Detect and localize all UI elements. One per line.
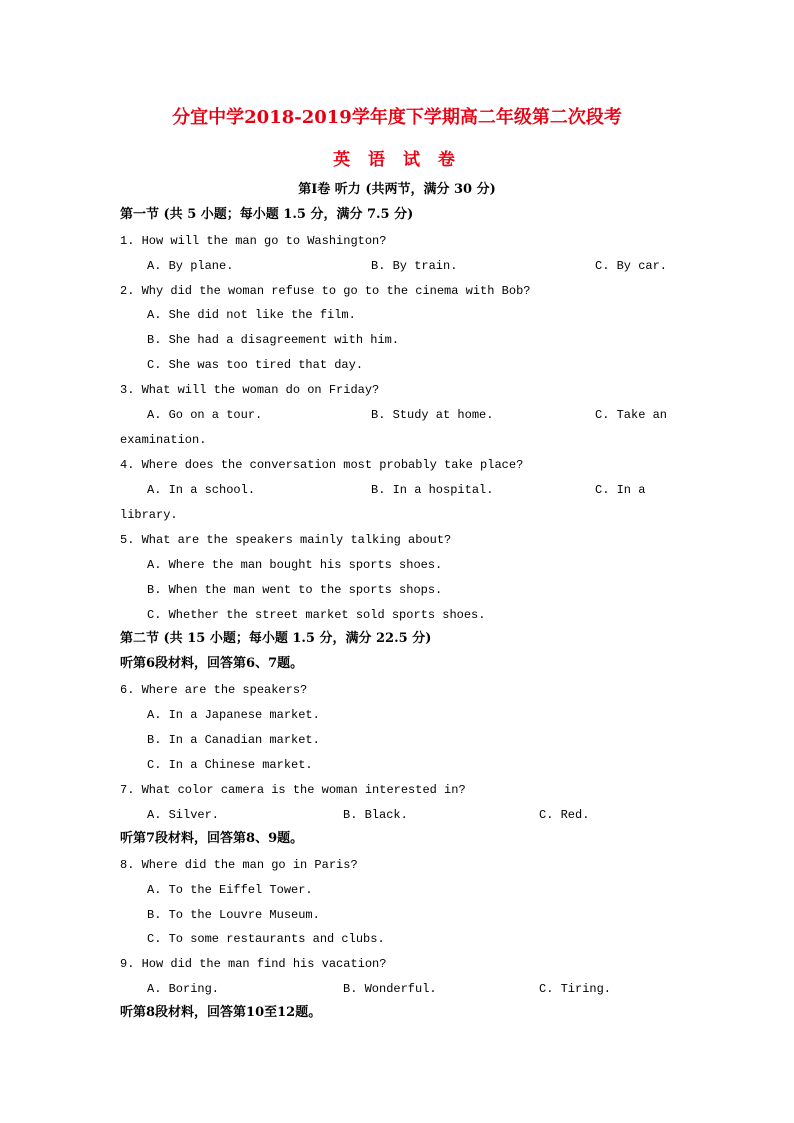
material-8-instruction: 听第8段材料，回答第10至12题。 [120,1005,322,1020]
question-9-option-c: C. Tiring. [539,982,612,996]
question-5-option-c: C. Whether the street market sold sports shoes. [147,608,486,622]
question-4-stem: 4. Where does the conversation most probably take place? [120,458,524,472]
material-7-instruction: 听第7段材料，回答第8、9题。 [120,831,304,846]
question-8-stem: 8. Where did the man go in Paris? [120,858,358,872]
question-1-option-a: A. By plane. [147,259,234,273]
question-3-option-a: A. Go on a tour. [147,408,263,422]
question-4-option-c: C. In a [595,483,646,497]
question-3-option-c-continued: examination. [120,433,207,447]
question-5-option-b: B. When the man went to the sports shops. [147,583,443,597]
question-7-option-b: B. Black. [343,808,408,822]
question-7-option-a: A. Silver. [147,808,220,822]
question-7-option-c: C. Red. [539,808,590,822]
section2-heading: 第二节 (共 15 小题；每小题 1.5 分，满分 22.5 分) [120,631,432,646]
question-4-option-a: A. In a school. [147,483,256,497]
section1-heading: 第一节 (共 5 小题；每小题 1.5 分，满分 7.5 分) [120,207,414,222]
question-6-stem: 6. Where are the speakers? [120,683,308,697]
question-2-stem: 2. Why did the woman refuse to go to the cinema with Bob? [120,284,531,298]
question-6-option-a: A. In a Japanese market. [147,708,320,722]
question-3-option-b: B. Study at home. [371,408,494,422]
question-9-option-b: B. Wonderful. [343,982,437,996]
question-5-stem: 5. What are the speakers mainly talking about? [120,533,452,547]
question-8-option-b: B. To the Louvre Museum. [147,908,320,922]
question-7-stem: 7. What color camera is the woman interested in? [120,783,466,797]
question-2-option-a: A. She did not like the film. [147,308,356,322]
question-1-stem: 1. How will the man go to Washington? [120,234,387,248]
question-2-option-b: B. She had a disagreement with him. [147,333,400,347]
question-8-option-c: C. To some restaurants and clubs. [147,932,385,946]
question-1-option-c: C. By car. [595,259,668,273]
question-9-stem: 9. How did the man find his vacation? [120,957,387,971]
question-6-option-c: C. In a Chinese market. [147,758,313,772]
exam-title: 分宜中学2018-2019学年度下学期高二年级第二次段考 [172,107,622,128]
material-6-instruction: 听第6段材料，回答第6、7题。 [120,656,304,671]
part1-heading: 第I卷 听力 (共两节，满分 30 分) [298,182,496,197]
question-3-option-c: C. Take an [595,408,668,422]
question-2-option-c: C. She was too tired that day. [147,358,364,372]
question-1-option-b: B. By train. [371,259,458,273]
question-8-option-a: A. To the Eiffel Tower. [147,883,313,897]
question-5-option-a: A. Where the man bought his sports shoes. [147,558,443,572]
exam-subtitle: 英 语 试 卷 [333,150,461,170]
question-6-option-b: B. In a Canadian market. [147,733,320,747]
question-4-option-b: B. In a hospital. [371,483,494,497]
question-9-option-a: A. Boring. [147,982,220,996]
question-3-stem: 3. What will the woman do on Friday? [120,383,380,397]
question-4-option-c-continued: library. [120,508,178,522]
